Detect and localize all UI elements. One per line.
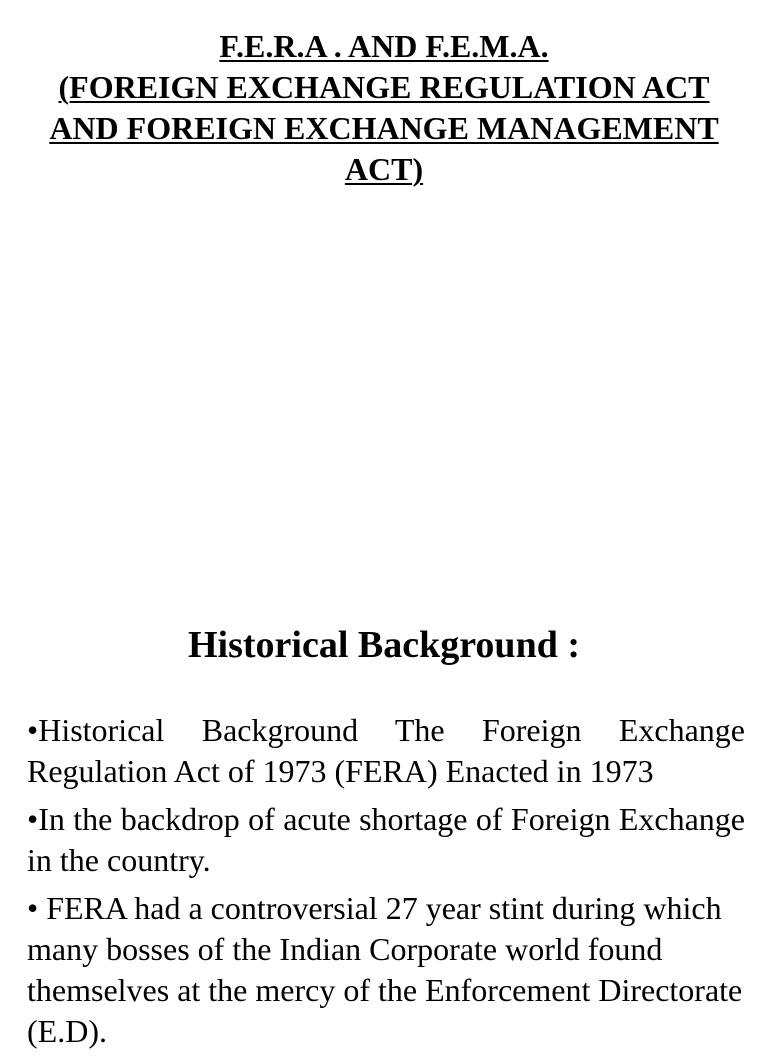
- bullet-item: •Historical Background The Foreign Exchange Regulation Act of 1973 (FERA) Enacted in 1973: [27, 712, 745, 789]
- bullet-item: • FERA had a controversial 27 year stint during which many bosses of the Indian Corporate world found themselves at the mercy of the Enforcement Directorate (E.D).: [27, 890, 743, 1049]
- title-line-4: ACT): [344, 151, 424, 187]
- bullet-item: •In the backdrop of acute shortage of Foreign Exchange in the country.: [27, 801, 745, 878]
- title-line-1: F.E.R.A . AND F.E.M.A.: [219, 28, 549, 64]
- title-line-3: AND FOREIGN EXCHANGE MANAGEMENT: [49, 110, 719, 146]
- title-line-2: (FOREIGN EXCHANGE REGULATION ACT: [58, 69, 710, 105]
- bullet-list: [27, 710, 745, 1059]
- section-heading: Historical Background :: [188, 624, 580, 666]
- document-title: [0, 26, 768, 190]
